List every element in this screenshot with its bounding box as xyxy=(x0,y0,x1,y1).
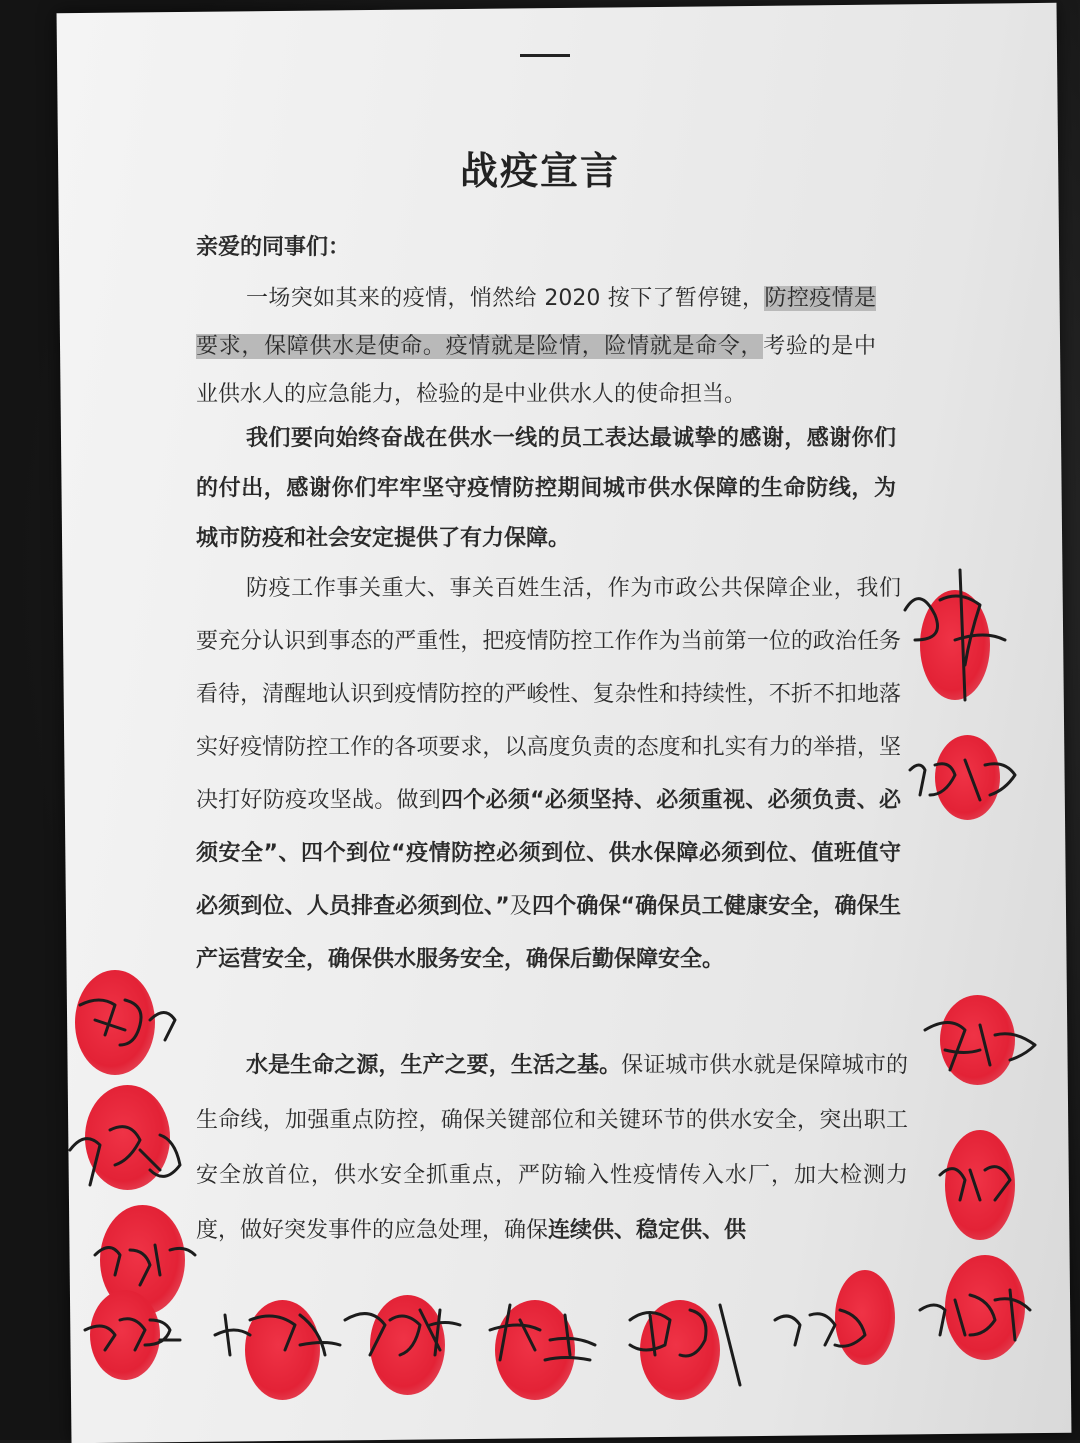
signature-8 xyxy=(85,1319,180,1350)
p3-text-a: 防疫工作事关重大、事关百姓生活，作为市政公共保障企业，我们要充分认识到事态的严重性，把疫情防控工作作为当前第一位的政治任务看待，清醒地认识到疫情防控的严峻性、复杂性和持续性，不折不扣地落实好疫情防控工作的各项要求，以高度负责的态度和扎实有力的举措，坚决打好防疫攻坚战。做到 xyxy=(196,576,901,813)
p4-bold-c: 连续供、稳定供、供 xyxy=(548,1218,747,1243)
p3-bold-d: 四个确保“确保员工健康安全，确保生产运营安全，确保供水服务安全，确保后勤保障安全。 xyxy=(196,894,901,972)
signature-10 xyxy=(345,1310,460,1355)
p4-bold-a: 水是生命之源，生产之要，生活之基。 xyxy=(246,1053,622,1078)
p1-highlight: 防控疫情是要求，保障供水是使命。疫情就是险情，险情就是命令， xyxy=(196,286,876,359)
signature-14 xyxy=(920,1290,1030,1340)
salutation: 亲爱的同事们： xyxy=(196,235,351,260)
p3-bold-b: 四个必须“必须坚持、必须重视、必须负责、必须安全”、四个到位“疫情防控必须到位、供水保障必须到位、值班值守必须到位、人员排查必须到位、” xyxy=(196,788,901,919)
paragraph-2: 我们要向始终奋战在供水一线的员工表达最诚挚的感谢，感谢你们的付出，感谢你们牢牢坚守疫情防控期间城市供水保障的生命防线，为城市防疫和社会安定提供了有力保障。 xyxy=(196,426,896,551)
p4-text-b: 保证城市供水就是保障城市的生命线，加强重点防控，确保关键部位和关键环节的供水安全，突出职工安全放首位，供水安全抓重点，严防输入性疫情传入水厂，加大检测力度，做好突发事件的应急处理，确保 xyxy=(196,1053,908,1243)
signature-12 xyxy=(630,1305,740,1385)
signature-7 xyxy=(95,1245,195,1285)
signature-13 xyxy=(775,1310,865,1346)
p1-text-b: 考验的是中业供水人的应急能力，检验的是中业供水人的使命担当。 xyxy=(196,334,876,407)
document-title: 战疫宣言 xyxy=(459,149,620,193)
signature-5 xyxy=(70,1127,180,1185)
signature-9 xyxy=(215,1315,340,1355)
p1-text-a: 一场突如其来的疫情，悄然给 2020 按下了暂停键， xyxy=(246,286,765,311)
signature-2 xyxy=(910,760,1015,800)
signature-6 xyxy=(940,1167,1010,1200)
signature-11 xyxy=(490,1305,595,1360)
signature-4 xyxy=(925,1023,1035,1071)
signature-1 xyxy=(905,570,1005,700)
p3-text-c: 及 xyxy=(509,894,532,919)
signature-3 xyxy=(80,1000,175,1045)
